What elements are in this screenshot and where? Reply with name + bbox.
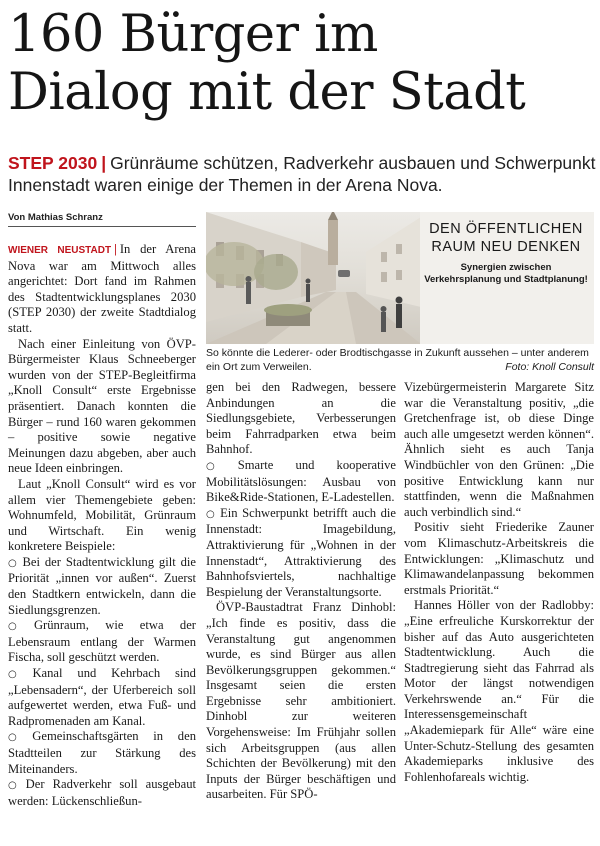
headline-line-1: 160 Bürger im — [8, 5, 378, 64]
caption-text: So könnte die Lederer- oder Brodtischgasse in Zukunft aussehen – unter anderem ein Ort zum Verweilen. — [206, 347, 589, 373]
bullet-item: ○ Ein Schwerpunkt betrifft auch die Innenstadt: Imagebildung, Attraktivierung für „Wohnen in der Innenstadt“, Attraktivierung des Bahnhofsviertels, nachhaltige Bespielung der Veranstaltungsorte. — [206, 506, 396, 601]
photo-caption — [206, 347, 594, 374]
photo-credit: Foto: Knoll Consult — [505, 360, 594, 373]
paragraph — [8, 242, 196, 337]
dateline-separator: | — [114, 242, 117, 256]
article-column-3 — [404, 380, 594, 785]
article-column-2 — [206, 380, 396, 803]
paragraph-text: In der Arena Nova war am Mittwoch alles angerichtet: Dort fand im Rahmen des Stadtentwicklungsplanes 2030 (STEP 2030) der zweite Stadtdialog statt. — [8, 242, 196, 335]
headline — [8, 6, 598, 122]
photo-overlay — [424, 220, 588, 286]
overlay-title-line-2: RAUM NEU DENKEN — [431, 239, 581, 255]
lead-separator: | — [101, 153, 107, 173]
paragraph: gen bei den Radwegen, bessere Anbindungen an die Siedlungsgebiete, Verbesserungen beim Fahrradparken etwa beim Bahnhof. — [206, 380, 396, 457]
lead-paragraph — [8, 152, 598, 196]
article-photo — [206, 212, 594, 344]
byline: Von Mathias Schranz — [8, 212, 196, 227]
overlay-subtitle: Synergien zwischen Verkehrsplanung und Stadtplanung! — [424, 262, 588, 285]
bullet-item: ○ Bei der Stadtentwicklung gilt die Priorität „innen vor außen“. Zuerst den Stadtkern entwickeln, dann die Siedlungsgrenzen. — [8, 555, 196, 618]
lead-text: Grünräume schützen, Radverkehr ausbauen und Schwerpunkt Innenstadt waren einige der Themen in der Arena Nova. — [8, 153, 596, 195]
dateline: WIENER NEUSTADT — [8, 245, 112, 256]
paragraph: Nach einer Einleitung von ÖVP-Bürgermeister Klaus Schneeberger wurden von der STEP-Begleitfirma „Knoll Consult“ erste Ergebnisse präsentiert. Danach konnten die Bürger – rund 160 waren gekommen – positive sowie negative Meinungen dazu abgeben, aber auch neue Ideen einbringen. — [8, 336, 196, 476]
article-column-1 — [8, 242, 196, 809]
paragraph: Vizebürgermeisterin Margarete Sitz war die Veranstaltung positiv, „die Gretchenfrage ist, ob diese Dinge auch alle umgesetzt werden können“. Ähnlich sieht es auch Tanja Windbüchler von den Grünen: „Die positive Entwicklung kann nur stattfinden, wenn die Maßnahmen auch verbindlich sind.“ — [404, 380, 594, 519]
bullet-item: ○ Der Radverkehr soll ausgebaut werden: Lückenschließun- — [8, 777, 196, 809]
bullet-item: ○ Grünraum, wie etwa der Lebensraum entlang der Warmen Fischa, soll geschützt werden. — [8, 618, 196, 666]
paragraph: ÖVP-Baustadtrat Franz Dinhobl: „Ich finde es positiv, dass die Veranstaltung gut angenommen wurde, es sind Bürger aus allen Bevölkerungsgruppen gekommen.“ Insgesamt seien die ersten Ergebnisse sehr ambitioniert. Dinhobl zur weiteren Vorgehensweise: Im Frühjahr sollen sich Arbeitsgruppen (aus allen Schichten der Bevölkerung) mit den Inputs der Bürger beschäftigen und ausarbeiten. Für SPÖ- — [206, 600, 396, 802]
lead-kicker: STEP 2030 — [8, 153, 98, 173]
paragraph: Hannes Höller von der Radlobby: „Eine erfreuliche Kurskorrektur der bisher auf das Auto ausgerichteten Stadtentwicklung. Auch die Stadtregierung sieht das Fahrrad als Motor der längst notwendigen Verkehrswende an.“ Für die Interessensgemeinschaft „Akademiepark für Alle“ wäre eine Unter-Schutz-Stellung des gesamten Akademieparks inklusive des Fohlenhofareals wichtig. — [404, 598, 594, 784]
overlay-title-line-1: DEN ÖFFENTLICHEN — [429, 221, 583, 237]
headline-line-2: Dialog mit der Stadt — [8, 63, 526, 122]
paragraph: Laut „Knoll Consult“ wird es vor allem vier Themengebiete geben: Wohnumfeld, Mobilität, Grünraum und Wirtschaft. Ein wenig konkretere Beispiele: — [8, 476, 196, 554]
bullet-item: ○ Kanal und Kehrbach sind „Lebensadern“, der Uferbereich soll aufgewertet werden, etwa Fuß- und Radpromenaden am Kanal. — [8, 666, 196, 729]
bullet-item: ○ Gemeinschaftsgärten in den Stadtteilen zur Stärkung des Miteinanders. — [8, 729, 196, 777]
bullet-item: ○ Smarte und kooperative Mobilitätslösungen: Ausbau von Bike&Ride-Stationen, E-Ladestellen. — [206, 458, 396, 506]
paragraph: Positiv sieht Friederike Zauner vom Klimaschutz-Arbeitskreis die Entwicklungen: „Klimaschutz und Klimawandelanpassung bekommen erstmals Priorität.“ — [404, 520, 594, 597]
